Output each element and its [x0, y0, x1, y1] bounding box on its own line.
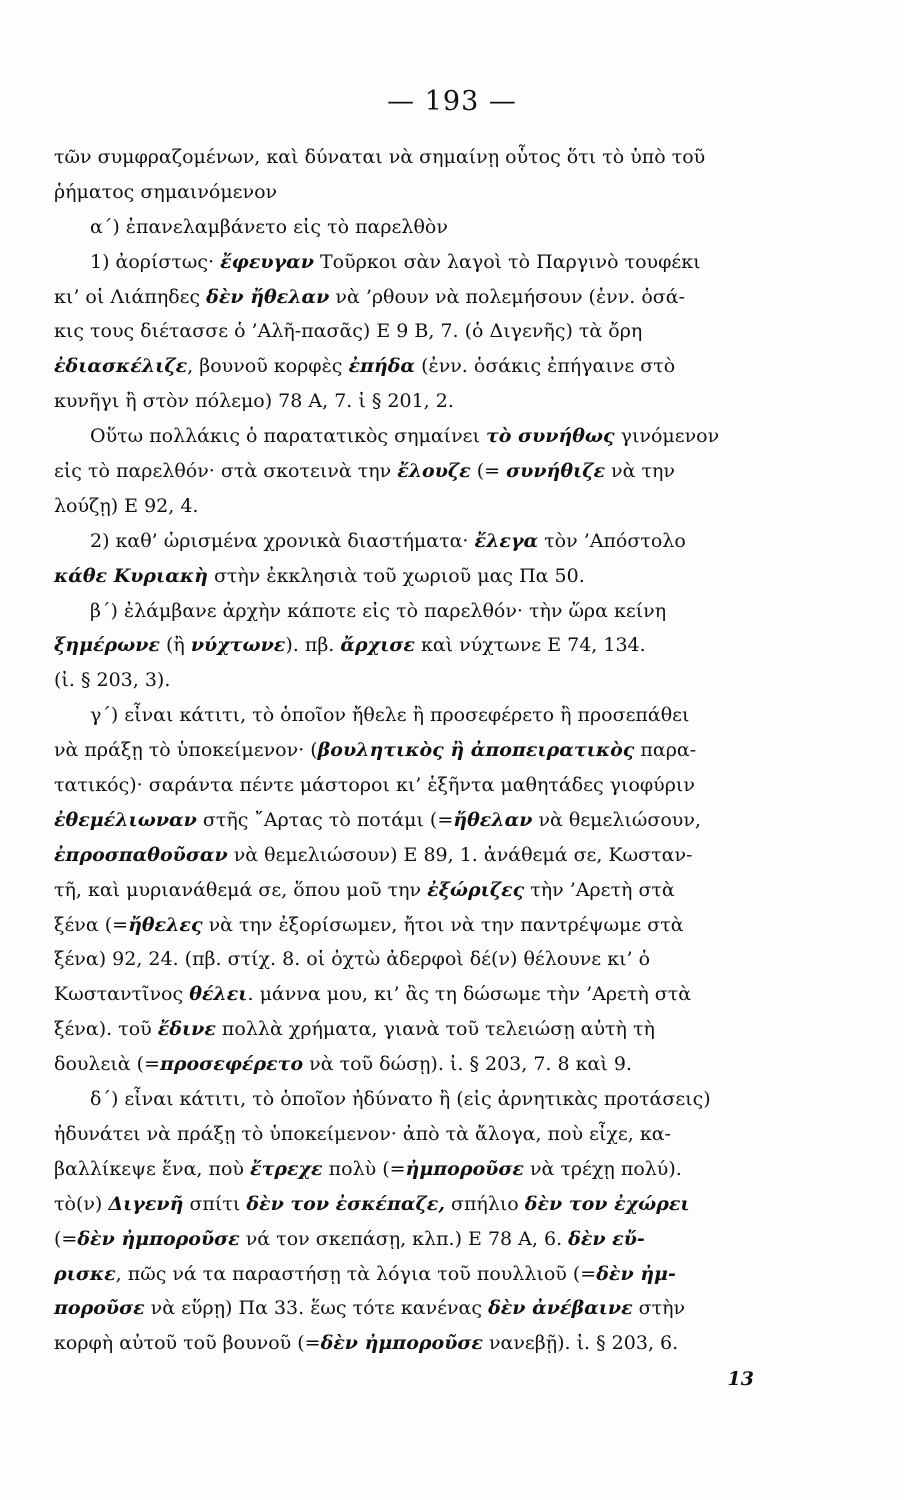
text-line: [54, 1222, 812, 1257]
text-line: [54, 140, 812, 175]
text-span: κι’ οἱ Λιάπηδες: [54, 285, 207, 308]
emphasized-term: ἤθελαν: [453, 808, 533, 831]
text-span: τὴν ’Αρετὴ στὰ: [524, 878, 675, 901]
emphasized-term: δὲν εὔ-: [568, 1227, 645, 1250]
emphasized-term: ἔδινε: [157, 1018, 216, 1041]
text-line: [54, 977, 812, 1012]
emphasized-term: δὲν ἠμποροῦσε: [320, 1332, 483, 1355]
text-span: κις τους διέτασσε ὁ ’Αλῆ-πασᾶς) Ε 9 Β, 7. (ὁ Διγενῆς) τὰ ὄρη: [54, 320, 643, 343]
emphasized-term: ἔφευγαν: [220, 250, 314, 273]
emphasized-term: ἔλουζε: [397, 460, 471, 483]
emphasized-term: ἐπροσπαθοῦσαν: [54, 843, 228, 866]
text-span: νὰ την ἐξορίσωμεν, ἤτοι νὰ την παντρέψωμε στὰ: [202, 913, 684, 936]
text-line: [54, 1291, 812, 1326]
emphasized-term: ἔλεγα: [474, 529, 539, 552]
text-span: , βουνοῦ κορφὲς: [187, 355, 349, 378]
text-span: τῆ, καὶ μυριανάθεμά σε, ὅπου μοῦ την: [54, 878, 428, 901]
emphasized-term: ξημέρωνε: [54, 634, 160, 657]
text-span: σπίτι: [183, 1192, 247, 1215]
text-line: [54, 559, 812, 594]
emphasized-term: ἐξώριζες: [427, 878, 525, 901]
text-line: [54, 384, 812, 419]
text-line: [54, 524, 812, 559]
emphasized-term: ἠμποροῦσε: [405, 1157, 524, 1180]
emphasized-term: προσεφέρετο: [159, 1053, 304, 1076]
text-line: [54, 454, 812, 489]
text-span: α´) ἐπανελαμβάνετο εἰς τὸ παρελθὸν: [90, 215, 448, 238]
text-line: [54, 838, 812, 873]
text-span: γ´) εἶναι κάτιτι, τὸ ὁποῖον ἤθελε ἢ προσεφέρετο ἢ προσεπάθει: [90, 704, 690, 727]
text-span: νὰ τρέχῃ πολύ).: [523, 1157, 682, 1180]
text-span: βαλλίκεψε ἕνα, ποὺ: [54, 1157, 251, 1180]
text-span: Οὕτω πολλάκις ὁ παρατατικὸς σημαίνει: [90, 425, 486, 448]
text-line: [54, 1326, 812, 1361]
text-line: [54, 768, 812, 803]
emphasized-term: δὲν ἀνέβαινε: [488, 1297, 633, 1320]
text-span: κορφὴ αὐτοῦ τοῦ βουνοῦ (=: [54, 1332, 321, 1355]
text-span: (=: [470, 460, 507, 483]
text-span: ξένα). τοῦ: [54, 1018, 158, 1041]
text-span: γινόμενον: [614, 425, 720, 448]
text-span: νὰ την: [605, 460, 675, 483]
text-line: [54, 349, 812, 384]
emphasized-term: δὲν ἠμ-: [596, 1262, 676, 1285]
text-span: (ἐνν. ὁσάκις ἐπήγαινε στὸ: [415, 355, 676, 378]
emphasized-term: ἐπήδα: [348, 355, 416, 378]
text-line: [54, 314, 812, 349]
text-span: ξένα) 92, 24. (πβ. στίχ. 8. οἱ ὀχτὼ ἀδερφοὶ δέ(ν) θέλουνε κι’ ὁ: [54, 948, 651, 971]
text-span: ἠδυνάτει νὰ πράξῃ τὸ ὑποκείμενον· ἀπὸ τὰ ἄλογα, ποὺ εἶχε, κα-: [54, 1122, 671, 1145]
text-span: . μάννα μου, κι’ ἂς τη δώσωμε τὴν ’Αρετὴ στὰ: [247, 983, 692, 1006]
text-span: νὰ θεμελιώσουν,: [532, 808, 701, 831]
emphasized-term: δὲν τον ἐχώρει: [524, 1192, 690, 1215]
text-span: καὶ νύχτωνε Ε 74, 134.: [414, 634, 646, 657]
text-line: [54, 419, 812, 454]
emphasized-term: συνήθιζε: [506, 460, 606, 483]
text-line: [54, 873, 812, 908]
emphasized-term: Διγενῆ: [108, 1192, 184, 1215]
text-span: (ἢ: [159, 634, 191, 657]
text-span: κυνῆγι ἢ στὸν πόλεμο) 78 Α, 7. ἰ § 201, 2.: [54, 390, 454, 413]
text-span: στὴν: [632, 1297, 686, 1320]
text-line: [54, 803, 812, 838]
text-span: τατικός)· σαράντα πέντε μάστοροι κι’ ἑξῆντα μαθητάδες γιοφύριν: [54, 774, 695, 797]
text-span: πολλὰ χρήματα, γιανὰ τοῦ τελειώσῃ αὐτὴ τὴ: [215, 1018, 655, 1041]
body-text: [54, 140, 812, 1361]
text-span: δ´) εἶναι κάτιτι, τὸ ὁποῖον ἠδύνατο ἢ (εἰς ἀρνητικὰς προτάσεις): [90, 1088, 711, 1111]
text-line: [54, 1152, 812, 1187]
text-span: ῥήματος σημαινόμενον: [54, 180, 278, 203]
text-span: (ἰ. § 203, 3).: [54, 669, 171, 692]
text-span: νά τον σκεπάσῃ, κλπ.) Ε 78 Α, 6.: [239, 1227, 569, 1250]
text-line: [54, 698, 812, 733]
text-line: [54, 489, 812, 524]
emphasized-term: ἤθελες: [128, 913, 203, 936]
text-line: [54, 1012, 812, 1047]
text-line: [54, 210, 812, 245]
emphasized-term: δὲν τον ἐσκέπαζε,: [246, 1192, 445, 1215]
text-line: [54, 175, 812, 210]
text-span: εἰς τὸ παρελθόν· στὰ σκοτεινὰ την: [54, 460, 398, 483]
text-span: τῶν συμφραζομένων, καὶ δύναται νὰ σημαίνῃ οὗτος ὅτι τὸ ὑπὸ τοῦ: [54, 146, 706, 168]
emphasized-term: ἔτρεχε: [250, 1157, 323, 1180]
text-span: λούζῃ) Ε 92, 4.: [54, 494, 199, 517]
emphasized-term: ἄρχισε: [340, 634, 415, 657]
text-span: Κωσταντῖνος: [54, 983, 190, 1006]
text-span: στὴν ἐκκλησιὰ τοῦ χωριοῦ μας Πα 50.: [207, 564, 585, 587]
text-span: νὰ πράξῃ τὸ ὑποκείμενον· (: [54, 739, 318, 762]
text-span: στῆς ῎Αρτας τὸ ποτάμι (=: [196, 808, 454, 831]
text-span: (=: [54, 1227, 78, 1250]
text-span: νανεβῇ). ἰ. § 203, 6.: [482, 1332, 679, 1355]
text-line: [54, 245, 812, 280]
text-span: δουλειὰ (=: [54, 1053, 160, 1076]
text-line: [54, 1117, 812, 1152]
emphasized-term: θέλει: [189, 983, 248, 1006]
emphasized-term: τὸ συνήθως: [485, 425, 615, 448]
emphasized-term: κάθε Κυριακὴ: [54, 564, 208, 587]
text-span: νὰ ’ρθουν νὰ πολεμήσουν (ἐνν. ὁσά-: [329, 285, 686, 308]
emphasized-term: ἐθεμέλιωναν: [54, 808, 197, 831]
text-line: [54, 628, 812, 663]
text-span: σπήλιο: [444, 1192, 525, 1215]
text-line: [54, 1187, 812, 1222]
text-line: [54, 733, 812, 768]
text-line: [54, 663, 812, 698]
printer-signature: 13: [727, 1368, 754, 1390]
text-span: νὰ θεμελιώσουν) Ε 89, 1. ἀνάθεμά σε, Κωσταν-: [227, 843, 693, 866]
text-span: , πῶς νά τα παραστήσῃ τὰ λόγια τοῦ πουλλιοῦ (=: [115, 1262, 597, 1285]
emphasized-term: ἐδιασκέλιζε: [54, 355, 188, 378]
text-span: νὰ εὕρῃ) Πα 33. ἕως τότε κανένας: [144, 1297, 489, 1320]
emphasized-term: βουλητικὸς ἢ ἀποπειρατικὸς: [317, 739, 635, 762]
text-span: 2) καθ’ ὡρισμένα χρονικὰ διαστήματα·: [90, 529, 475, 552]
page-number: — 193 —: [387, 86, 517, 117]
text-span: τὸ(ν): [54, 1192, 109, 1215]
text-line: [54, 1047, 812, 1082]
text-span: ). πβ.: [285, 634, 341, 657]
text-span: νὰ τοῦ δώσῃ). ἰ. § 203, 7. 8 καὶ 9.: [303, 1053, 632, 1076]
text-line: [54, 594, 812, 629]
emphasized-term: δὲν ἤθελαν: [206, 285, 330, 308]
text-line: [54, 280, 812, 315]
text-line: [54, 1257, 812, 1292]
text-span: πολὺ (=: [322, 1157, 406, 1180]
text-span: Τοῦρκοι σὰν λαγοὶ τὸ Παργινὸ τουφέκι: [313, 250, 701, 273]
text-span: τὸν ’Απόστολο: [538, 529, 686, 552]
text-span: ξένα (=: [54, 913, 129, 936]
text-span: β´) ἐλάμβανε ἀρχὴν κάποτε εἰς τὸ παρελθόν· τὴν ὥρα κείνη: [90, 599, 667, 622]
emphasized-term: νύχτωνε: [190, 634, 286, 657]
text-span: παρα-: [634, 739, 697, 762]
text-line: [54, 942, 812, 977]
text-span: 1) ἀορίστως·: [90, 250, 221, 273]
emphasized-term: ρισκε: [54, 1262, 116, 1285]
text-line: [54, 908, 812, 943]
emphasized-term: ποροῦσε: [54, 1297, 145, 1320]
text-line: [54, 1082, 812, 1117]
emphasized-term: δὲν ἠμποροῦσε: [77, 1227, 240, 1250]
